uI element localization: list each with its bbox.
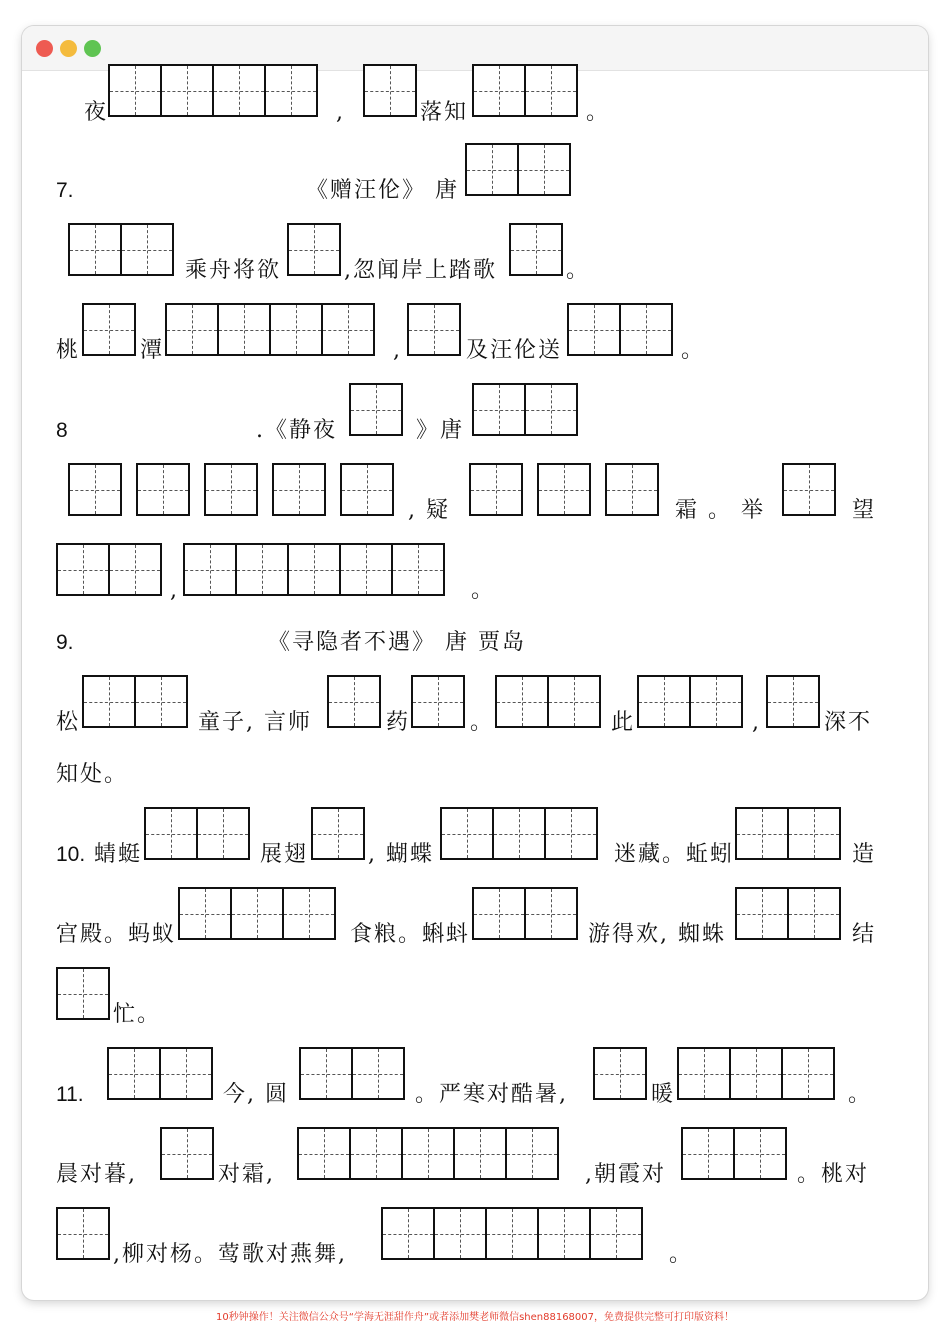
tian-grid-cell[interactable] xyxy=(677,1047,731,1100)
tian-grid-cell[interactable] xyxy=(136,463,190,516)
tian-grid-cell[interactable] xyxy=(340,463,394,516)
tian-grid-cell[interactable] xyxy=(524,64,578,117)
worksheet-text: 。 xyxy=(681,338,706,363)
worksheet-text: 游得欢, 蜘蛛 xyxy=(588,922,726,947)
worksheet-text: , 疑 xyxy=(408,498,450,523)
tian-grid-cell[interactable] xyxy=(593,1047,647,1100)
worksheet-text: .《静夜 xyxy=(256,418,337,443)
tian-grid-cell[interactable] xyxy=(469,463,523,516)
worksheet-text: 药 xyxy=(386,710,411,735)
answer-box-group[interactable] xyxy=(605,463,657,516)
tian-grid-cell[interactable] xyxy=(327,675,381,728)
tian-grid-cell[interactable] xyxy=(108,543,162,596)
worksheet-text: 暖 xyxy=(651,1082,676,1107)
tian-grid-cell[interactable] xyxy=(159,1047,213,1100)
tian-grid-cell[interactable] xyxy=(681,1127,735,1180)
answer-box-group[interactable] xyxy=(735,807,839,860)
worksheet-text: 《赠汪伦》 唐 xyxy=(306,178,459,203)
answer-box-group[interactable] xyxy=(136,463,188,516)
worksheet-text: 此 xyxy=(611,710,636,735)
tian-grid-cell[interactable] xyxy=(524,383,578,436)
tian-grid-cell[interactable] xyxy=(235,543,289,596)
tian-grid-cell[interactable] xyxy=(485,1207,539,1260)
worksheet-content xyxy=(22,71,928,1300)
tian-grid-cell[interactable] xyxy=(619,303,673,356)
answer-box-group[interactable] xyxy=(537,463,589,516)
answer-box-group[interactable] xyxy=(495,675,599,728)
worksheet-text: 潭 xyxy=(140,338,165,363)
tian-grid-cell[interactable] xyxy=(321,303,375,356)
tian-grid-cell[interactable] xyxy=(68,463,122,516)
worksheet-text: ,朝霞对 xyxy=(585,1162,666,1187)
worksheet-text: 及汪伦送 xyxy=(466,338,563,363)
tian-grid-cell[interactable] xyxy=(217,303,271,356)
worksheet-text: 晨对暮, xyxy=(56,1162,137,1187)
tian-grid-cell[interactable] xyxy=(453,1127,507,1180)
worksheet-text: , xyxy=(393,338,402,363)
worksheet-text: 童子, 言师 xyxy=(198,710,312,735)
tian-grid-cell[interactable] xyxy=(495,675,549,728)
tian-grid-cell[interactable] xyxy=(729,1047,783,1100)
tian-grid-cell[interactable] xyxy=(108,64,162,117)
worksheet-text: 食粮。蝌蚪 xyxy=(350,922,471,947)
worksheet-text: 落知 xyxy=(420,100,469,125)
tian-grid-cell[interactable] xyxy=(178,887,232,940)
tian-grid-cell[interactable] xyxy=(505,1127,559,1180)
answer-box-group[interactable] xyxy=(567,303,671,356)
tian-grid-cell[interactable] xyxy=(440,807,494,860)
tian-grid-cell[interactable] xyxy=(524,887,578,940)
tian-grid-cell[interactable] xyxy=(287,543,341,596)
tian-grid-cell[interactable] xyxy=(144,807,198,860)
worksheet-text: 》唐 xyxy=(416,418,465,443)
tian-grid-cell[interactable] xyxy=(363,64,417,117)
question-number: 7. xyxy=(56,179,74,202)
tian-grid-cell[interactable] xyxy=(349,383,403,436)
tian-grid-cell[interactable] xyxy=(311,807,365,860)
tian-grid-cell[interactable] xyxy=(349,1127,403,1180)
worksheet-text: 松 xyxy=(56,710,81,735)
worksheet-text: 。 xyxy=(566,258,591,283)
tian-grid-cell[interactable] xyxy=(589,1207,643,1260)
answer-box-group[interactable] xyxy=(311,807,363,860)
answer-box-group[interactable] xyxy=(381,1207,641,1260)
answer-box-group[interactable] xyxy=(272,463,324,516)
tian-grid-cell[interactable] xyxy=(351,1047,405,1100)
worksheet-text: 望 xyxy=(852,498,877,523)
tian-grid-cell[interactable] xyxy=(339,543,393,596)
worksheet-text: 结 xyxy=(852,922,877,947)
worksheet-text: 霜 。 举 xyxy=(675,498,765,523)
tian-grid-cell[interactable] xyxy=(472,64,526,117)
tian-grid-cell[interactable] xyxy=(82,303,136,356)
tian-grid-cell[interactable] xyxy=(411,675,465,728)
answer-box-group[interactable] xyxy=(735,887,839,940)
tian-grid-cell[interactable] xyxy=(196,807,250,860)
answer-box-group[interactable] xyxy=(637,675,741,728)
answer-box-group[interactable] xyxy=(144,807,248,860)
tian-grid-cell[interactable] xyxy=(82,675,136,728)
tian-grid-cell[interactable] xyxy=(465,143,519,196)
answer-box-group[interactable] xyxy=(299,1047,403,1100)
tian-grid-cell[interactable] xyxy=(537,1207,591,1260)
tian-grid-cell[interactable] xyxy=(230,887,284,940)
worksheet-text: 。 xyxy=(471,578,496,603)
answer-box-group[interactable] xyxy=(766,675,818,728)
tian-grid-cell[interactable] xyxy=(735,887,789,940)
worksheet-text: 。 xyxy=(669,1242,694,1267)
answer-box-group[interactable] xyxy=(677,1047,833,1100)
tian-grid-cell[interactable] xyxy=(56,543,110,596)
tian-grid-cell[interactable] xyxy=(107,1047,161,1100)
tian-grid-cell[interactable] xyxy=(735,807,789,860)
answer-box-group[interactable] xyxy=(472,383,576,436)
answer-box-group[interactable] xyxy=(165,303,373,356)
answer-box-group[interactable] xyxy=(411,675,463,728)
tian-grid-cell[interactable] xyxy=(120,223,174,276)
answer-box-group[interactable] xyxy=(440,807,596,860)
tian-grid-cell[interactable] xyxy=(160,1127,214,1180)
answer-box-group[interactable] xyxy=(287,223,339,276)
answer-box-group[interactable] xyxy=(340,463,392,516)
question-number: 9. xyxy=(56,631,74,654)
tian-grid-cell[interactable] xyxy=(297,1127,351,1180)
worksheet-text: ,柳对杨。莺歌对燕舞, xyxy=(113,1242,347,1267)
answer-box-group[interactable] xyxy=(56,1207,108,1260)
tian-grid-cell[interactable] xyxy=(605,463,659,516)
tian-grid-cell[interactable] xyxy=(517,143,571,196)
tian-grid-cell[interactable] xyxy=(787,887,841,940)
tian-grid-cell[interactable] xyxy=(787,807,841,860)
worksheet-text: 迷藏。蚯蚓 xyxy=(614,842,735,867)
answer-box-group[interactable] xyxy=(327,675,379,728)
document-window xyxy=(22,26,928,1300)
tian-grid-cell[interactable] xyxy=(391,543,445,596)
tian-grid-cell[interactable] xyxy=(56,1207,110,1260)
answer-box-group[interactable] xyxy=(183,543,443,596)
worksheet-text: , xyxy=(752,710,761,735)
tian-grid-cell[interactable] xyxy=(165,303,219,356)
answer-box-group[interactable] xyxy=(68,463,120,516)
answer-box-group[interactable] xyxy=(108,64,316,117)
tian-grid-cell[interactable] xyxy=(56,967,110,1020)
tian-grid-cell[interactable] xyxy=(134,675,188,728)
tian-grid-cell[interactable] xyxy=(407,303,461,356)
tian-grid-cell[interactable] xyxy=(781,1047,835,1100)
answer-box-group[interactable] xyxy=(472,887,576,940)
tian-grid-cell[interactable] xyxy=(381,1207,435,1260)
answer-box-group[interactable] xyxy=(782,463,834,516)
worksheet-text: 。严寒对酷暑, xyxy=(415,1082,568,1107)
tian-grid-cell[interactable] xyxy=(287,223,341,276)
answer-box-group[interactable] xyxy=(363,64,415,117)
tian-grid-cell[interactable] xyxy=(689,675,743,728)
tian-grid-cell[interactable] xyxy=(544,807,598,860)
tian-grid-cell[interactable] xyxy=(68,223,122,276)
worksheet-text: 知处。 xyxy=(56,762,129,787)
tian-grid-cell[interactable] xyxy=(269,303,323,356)
worksheet-text: 造 xyxy=(852,842,877,867)
worksheet-text: 展翅 xyxy=(260,842,309,867)
worksheet-text: 桃 xyxy=(56,338,81,363)
answer-box-group[interactable] xyxy=(349,383,401,436)
worksheet-text: 。 xyxy=(848,1082,873,1107)
tian-grid-cell[interactable] xyxy=(401,1127,455,1180)
tian-grid-cell[interactable] xyxy=(299,1047,353,1100)
tian-grid-cell[interactable] xyxy=(472,383,526,436)
answer-box-group[interactable] xyxy=(407,303,459,356)
worksheet-text: 乘舟将欲 xyxy=(185,258,282,283)
worksheet-text: 对霜, xyxy=(218,1162,275,1187)
tian-grid-cell[interactable] xyxy=(433,1207,487,1260)
minimize-window-button[interactable] xyxy=(60,40,77,57)
answer-box-group[interactable] xyxy=(593,1047,645,1100)
tian-grid-cell[interactable] xyxy=(766,675,820,728)
answer-box-group[interactable] xyxy=(509,223,561,276)
answer-box-group[interactable] xyxy=(107,1047,211,1100)
tian-grid-cell[interactable] xyxy=(547,675,601,728)
answer-box-group[interactable] xyxy=(204,463,256,516)
answer-box-group[interactable] xyxy=(82,675,186,728)
answer-box-group[interactable] xyxy=(82,303,134,356)
tian-grid-cell[interactable] xyxy=(637,675,691,728)
worksheet-text: 《寻隐者不遇》 唐 贾岛 xyxy=(268,630,526,655)
worksheet-text: 今, 圆 xyxy=(223,1082,289,1107)
tian-grid-cell[interactable] xyxy=(537,463,591,516)
worksheet-text: 深不 xyxy=(824,710,873,735)
tian-grid-cell[interactable] xyxy=(212,64,266,117)
tian-grid-cell[interactable] xyxy=(492,807,546,860)
question-number: 10. xyxy=(56,843,86,866)
tian-grid-cell[interactable] xyxy=(472,887,526,940)
worksheet-text: 。 xyxy=(586,100,611,125)
answer-box-group[interactable] xyxy=(178,887,334,940)
tian-grid-cell[interactable] xyxy=(183,543,237,596)
answer-box-group[interactable] xyxy=(68,223,172,276)
maximize-window-button[interactable] xyxy=(84,40,101,57)
worksheet-text: 蜻蜓 xyxy=(94,842,143,867)
worksheet-text: 宫殿。蚂蚁 xyxy=(56,922,177,947)
tian-grid-cell[interactable] xyxy=(509,223,563,276)
answer-box-group[interactable] xyxy=(160,1127,212,1180)
close-window-button[interactable] xyxy=(36,40,53,57)
question-number: 11. xyxy=(56,1083,84,1106)
answer-box-group[interactable] xyxy=(297,1127,557,1180)
answer-box-group[interactable] xyxy=(681,1127,785,1180)
tian-grid-cell[interactable] xyxy=(264,64,318,117)
tian-grid-cell[interactable] xyxy=(282,887,336,940)
worksheet-text: 忙。 xyxy=(113,1002,162,1027)
worksheet-text: 。 xyxy=(470,710,495,735)
tian-grid-cell[interactable] xyxy=(567,303,621,356)
worksheet-text: , 蝴蝶 xyxy=(368,842,434,867)
tian-grid-cell[interactable] xyxy=(782,463,836,516)
tian-grid-cell[interactable] xyxy=(733,1127,787,1180)
worksheet-text: ,忽闻岸上踏歌 xyxy=(344,258,497,283)
question-number: 8 xyxy=(56,419,68,442)
answer-box-group[interactable] xyxy=(56,967,108,1020)
worksheet-text: 。桃对 xyxy=(797,1162,870,1187)
answer-box-group[interactable] xyxy=(469,463,521,516)
tian-grid-cell[interactable] xyxy=(160,64,214,117)
tian-grid-cell[interactable] xyxy=(204,463,258,516)
worksheet-text: , xyxy=(170,578,179,603)
tian-grid-cell[interactable] xyxy=(272,463,326,516)
worksheet-text: , xyxy=(336,100,345,125)
answer-box-group[interactable] xyxy=(56,543,160,596)
answer-box-group[interactable] xyxy=(465,143,569,196)
worksheet-text: 夜 xyxy=(84,100,109,125)
answer-box-group[interactable] xyxy=(472,64,576,117)
footer-notice: 10秒钟操作！关注微信公众号“学海无涯甜作舟”或者添加樊老师微信shen88168007，免费提供完整可打印版资料！ xyxy=(215,1312,735,1323)
